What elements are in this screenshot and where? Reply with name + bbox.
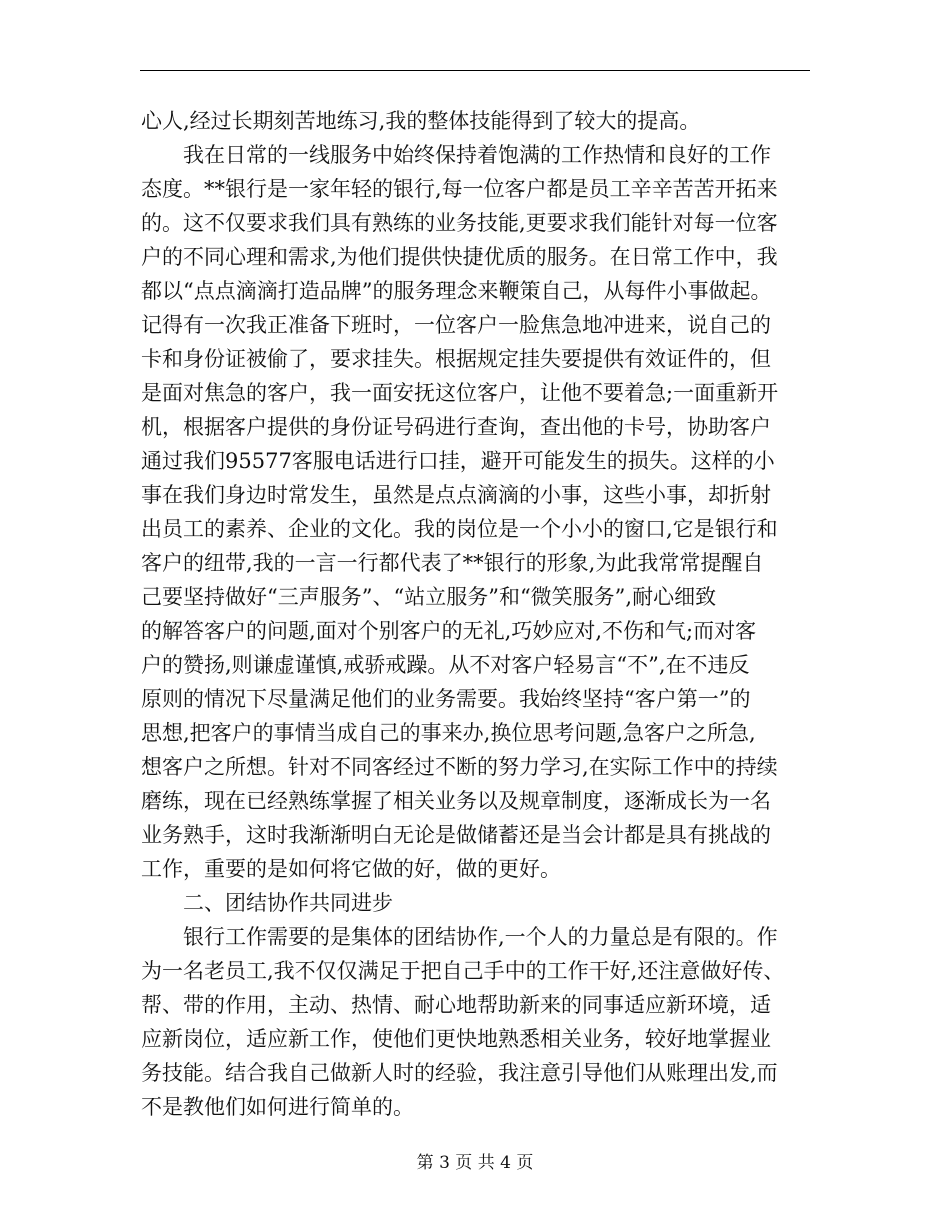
- paragraph-line: 银行工作需要的是集体的团结协作,一个人的力量总是有限的。作: [183, 925, 778, 949]
- paragraph-line: 为一名老员工,我不仅仅满足于把自己手中的工作干好,还注意做好传、: [141, 959, 785, 983]
- paragraph-line: 户的不同心理和需求,为他们提供快捷优质的服务。在日常工作中，我: [141, 245, 778, 269]
- page-number-label: 第 3 页 共 4 页: [416, 1153, 534, 1173]
- paragraph-line: 心人,经过长期刻苦地练习,我的整体技能得到了较大的提高。: [141, 109, 701, 133]
- paragraph-line: 记得有一次我正准备下班时，一位客户一脸焦急地冲进来，说自己的: [141, 313, 771, 337]
- paragraph-line: 的解答客户的问题,面对个别客户的无礼,巧妙应对,不伤和气;而对客: [141, 619, 757, 643]
- document-body: [141, 104, 813, 1124]
- paragraph-line: 不是教他们如何进行简单的。: [141, 1095, 414, 1119]
- paragraph-line: 通过我们95577客服电话进行口挂，避开可能发生的损失。这样的小: [141, 449, 775, 473]
- paragraph-line: 应新岗位，适应新工作，使他们更快地熟悉相关业务，较好地掌握业: [141, 1027, 771, 1051]
- paragraph-line: 卡和身份证被偷了，要求挂失。根据规定挂失要提供有效证件的，但: [141, 347, 771, 371]
- paragraph-line: 户的赞扬,则谦虚谨慎,戒骄戒躁。从不对客户轻易言“不”,在不违反: [141, 653, 750, 677]
- paragraph-line: 己要坚持做好“三声服务”、“站立服务”和“微笑服务”,耐心细致: [141, 585, 717, 609]
- page-footer: [0, 1152, 950, 1174]
- paragraph-line: 态度。**银行是一家年轻的银行,每一位客户都是员工辛辛苦苦开拓来: [141, 177, 778, 201]
- paragraph-line: 磨练，现在已经熟练掌握了相关业务以及规章制度，逐渐成长为一名: [141, 789, 771, 813]
- paragraph-line: 是面对焦急的客户，我一面安抚这位客户，让他不要着急;一面重新开: [141, 381, 779, 405]
- section-heading: 二、团结协作共同进步: [183, 891, 393, 915]
- paragraph-line: 都以“点点滴滴打造品牌”的服务理念来鞭策自己，从每件小事做起。: [141, 279, 772, 303]
- header-rule: [140, 70, 810, 71]
- paragraph-line: 原则的情况下尽量满足他们的业务需要。我始终坚持“客户第一”的: [141, 687, 751, 711]
- paragraph-line: 思想,把客户的事情当成自己的事来办,换位思考问题,急客户之所急,: [141, 721, 756, 745]
- paragraph-line: 出员工的素养、企业的文化。我的岗位是一个小小的窗口,它是银行和: [141, 517, 778, 541]
- paragraph-line: 帮、带的作用，主动、热情、耐心地帮助新来的同事适应新环境，适: [141, 993, 771, 1017]
- paragraph-line: 的。这不仅要求我们具有熟练的业务技能,更要求我们能针对每一位客: [141, 211, 778, 235]
- paragraph-line: 务技能。结合我自己做新人时的经验，我注意引导他们从账理出发,而: [141, 1061, 778, 1085]
- paragraph-line: 工作，重要的是如何将它做的好，做的更好。: [141, 857, 561, 881]
- paragraph-line: 业务熟手，这时我渐渐明白无论是做储蓄还是当会计都是具有挑战的: [141, 823, 771, 847]
- paragraph-line: 机，根据客户提供的身份证号码进行查询，查出他的卡号，协助客户: [141, 415, 771, 439]
- paragraph-line: 客户的纽带,我的一言一行都代表了**银行的形象,为此我常常提醒自: [141, 551, 764, 575]
- paragraph-line: 想客户之所想。针对不同客经过不断的努力学习,在实际工作中的持续: [141, 755, 778, 779]
- paragraph-line: 事在我们身边时常发生，虽然是点点滴滴的小事，这些小事，却折射: [141, 483, 771, 507]
- paragraph-line: 我在日常的一线服务中始终保持着饱满的工作热情和良好的工作: [183, 143, 771, 167]
